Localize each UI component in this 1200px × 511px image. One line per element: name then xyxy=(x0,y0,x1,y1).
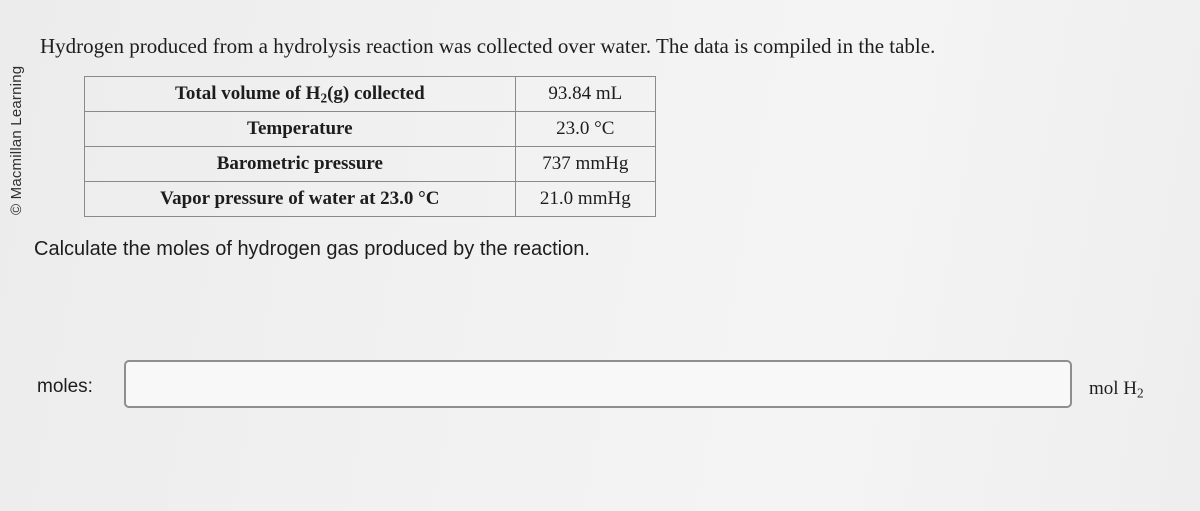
row-label-temperature: Temperature xyxy=(85,112,516,147)
unit-label: mol $H_2$ xyxy=(1089,378,1144,401)
moles-answer-input[interactable] xyxy=(124,360,1072,408)
data-table xyxy=(84,76,656,217)
row-value-total-volume: 93.84 mL xyxy=(515,77,655,112)
row-value-temperature: 23.0 °C xyxy=(515,112,655,147)
row-label-total-volume: Total volume of $H_2(g)$ collected xyxy=(85,77,516,112)
table-row xyxy=(85,112,656,147)
row-value-vapor-pressure: 21.0 mmHg xyxy=(515,182,655,217)
moles-label: moles: xyxy=(37,376,93,397)
row-label-vapor-pressure: Vapor pressure of water at 23.0 °C xyxy=(85,182,516,217)
row-value-barometric-pressure: 737 mmHg xyxy=(515,147,655,182)
row-label-barometric-pressure: Barometric pressure xyxy=(85,147,516,182)
copyright-watermark: © Macmillan Learning xyxy=(8,65,25,215)
problem-intro: Hydrogen produced from a hydrolysis reaction was collected over water. The data is compiled in the table. xyxy=(40,34,936,58)
table-row xyxy=(85,182,656,217)
table-row xyxy=(85,77,656,112)
table-row xyxy=(85,147,656,182)
question-prompt: Calculate the moles of hydrogen gas produced by the reaction. xyxy=(34,238,590,260)
